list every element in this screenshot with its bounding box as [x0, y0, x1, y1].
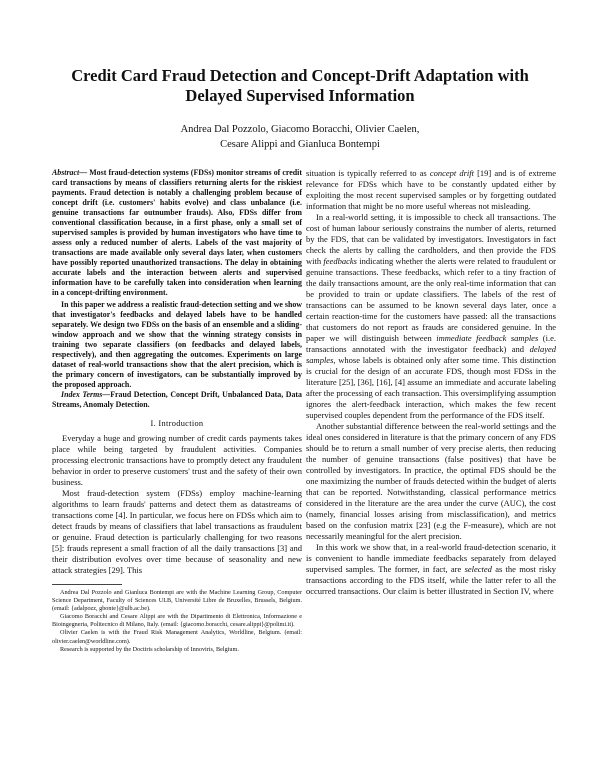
- abstract-text-1: — Most fraud-detection systems (FDSs) monitor streams of credit card transactions by means of classifiers returning alerts for the riskiest payments. Fraud detection is notably a challenging problem because of concept drift (i.e. customers' habits evolve) and class unbalance (i.e. genuine transactions far outnumber frauds). Also, FDSs differ from conventional classification because, in a first phase, only a small set of supervised samples is provided by human investigators who have time to assess only a reduced number of alerts. Labels of the vast majority of transactions are made available only several days later, when customers have possibly reported unauthorized transactions. The delay in obtaining accurate labels and the interaction between alerts and supervised information have to be carefully taken into consideration when learning in a concept-drifting environment.: [52, 168, 302, 297]
- section-heading-introduction: I. Introduction: [150, 419, 204, 428]
- footnote-1: Andrea Dal Pozzolo and Gianluca Bontempi are with the Machine Learning Group, Computer Science Department, Faculty of Sciences ULB, Université Libre de Bruxelles, Brussels, Belgium. (email: {adalpozz, gbonte}@ulb.ac.be).: [52, 589, 302, 613]
- text-run: indicating whether the alerts were related to fraudulent or genuine transactions. These feedbacks, which refer to a tiny fraction of the daily transactions amount, are the only real-time information that can be provided to train or update classifiers. The labels of the rest of transactions can be assumed to be known several days later, once a certain reaction-time for the customers have passed: all the transactions that customers do not report as frauds are considered genuine. In the paper we will distinguish between: [306, 256, 556, 343]
- paper-title: [40, 66, 560, 106]
- emphasis-delayed-samples: delayed samples: [306, 344, 556, 365]
- footnote-4: Research is supported by the Doctiris scholarship of Innoviris, Belgium.: [60, 645, 239, 653]
- index-terms-lead: Index Terms: [61, 390, 103, 399]
- text-run: In this work we show that, in a real-world fraud-detection scenario, it is convenient to handle immediate feedbacks separately from delayed supervised samples. The former, in fact, are: [306, 542, 556, 574]
- text-run: , whose labels is obtained only after some time. This distinction is crucial for the design of an accurate FDS, though most FDSs in the literature [25], [36], [16], [4] assume an immediate and accurate labeling after the processing of each transaction. This oversimplifying assumption ignores the alert-feedback interaction, which makes the few recent supervised couples dependent from the performance of the FDS itself.: [306, 355, 556, 420]
- index-terms: [52, 390, 302, 410]
- abstract-paragraph-2: In this paper we address a realistic fraud-detection setting and we show that investigator's feedbacks and delayed labels have to be handled separately. We design two FDSs on the basis of an ensemble and a sliding-window approach and we show that the winning strategy consists in training two separate classifiers (on feedbacks and delayed labels, respectively), and then aggregating the outcomes. Experiments on large dataset of real-world transactions show that the alert precision, which is the primary concern of investigators, can be substantially improved by the proposed approach.: [52, 300, 302, 389]
- authors-line-2: Cesare Alippi and Gianluca Bontempi: [220, 139, 380, 150]
- text-run: In a real-world setting, it is impossible to check all transactions. The cost of human labour seriously constrains the number of alerts, returned by the FDS, that can be validated by investigators. Investigators in fact check the alerts by calling the cardholders, and then provide the FDS with: [306, 212, 556, 266]
- right-paragraph-3: Another substantial difference between the real-world settings and the ideal ones considered in literature is that the primary concern of any FDS should be to return a small number of very precise alerts, then reducing the number of genuine transactions (false positives) that have be controlled by investigators. In practice, the optimal FDS should be the one maximizing the number of frauds detected within the budget of alerts that can be reported. Notwithstanding, classical performance metrics considered in the literature are the area under the curve (AUC), the cost (namely, financial losses arising from misclassification), and metrics based on the confusion matrix [23] (e.g the F-measure), which are not necessarily meaningful for the alert precision.: [306, 421, 556, 541]
- abstract-lead: Abstract: [52, 168, 80, 177]
- index-terms-text: —Fraud Detection, Concept Drift, Unbalanced Data, Data Streams, Anomaly Detection.: [52, 390, 302, 409]
- text-run: (i.e. transactions annotated with the investigator feedback) and: [306, 333, 557, 354]
- left-column: [52, 168, 302, 654]
- abstract-paragraph-1: [52, 168, 302, 298]
- emphasis-feedbacks: feedbacks: [323, 256, 357, 266]
- footnote-3: Olivier Caelen is with the Fraud Risk Management Analytics, Worldline, Belgium. (email: olivier.caelen@worldline.com).: [52, 629, 302, 645]
- emphasis-concept-drift: concept drift: [429, 168, 474, 178]
- intro-paragraph-1: Everyday a huge and growing number of credit cards payments takes place while being targeted by fraudulent activities. Companies processing electronic transactions have to promptly detect any fraudulent behavior in order to preserve customers' trust and the safety of their own business.: [52, 433, 302, 487]
- emphasis-immediate-feedback: immediate feedback samples: [436, 333, 539, 343]
- right-paragraph-2: [306, 212, 556, 421]
- text-run: situation is typically referred to as: [306, 168, 430, 178]
- right-column: [306, 168, 556, 597]
- author-list: [40, 122, 560, 152]
- emphasis-selected: selected: [464, 564, 492, 574]
- title-line-2: Delayed Supervised Information: [185, 86, 415, 105]
- title-line-1: Credit Card Fraud Detection and Concept-Drift Adaptation with: [71, 66, 529, 85]
- footnote-rule: [52, 584, 122, 585]
- right-paragraph-1: [306, 168, 556, 212]
- text-run: [19] and is of extreme relevance for FDSs which have to be constantly updated either by exploiting the most recent supervised samples or by forgetting outdated information that might be no more useful whereas not misleading.: [306, 168, 556, 211]
- right-paragraph-4: [306, 542, 556, 597]
- authors-line-1: Andrea Dal Pozzolo, Giacomo Boracchi, Olivier Caelen,: [180, 124, 420, 135]
- text-run: as the most risky transactions according to the FDS itself, while the latter refer to all the occurred transactions. Our claim is better illustrated in Section IV, where: [306, 564, 557, 596]
- intro-paragraph-2: Most fraud-detection system (FDSs) employ machine-learning algorithms to learn frauds' patterns and detect them as datastreams of transactions come [4]. In particular, we focus here on FDSs which aim to detect frauds by means of classifiers that label transactions as fraudulent or genuine. Fraud detection is particularly challenging for two reasons [5]: frauds represent a small fraction of all the daily transactions [3] and their distribution evolves over time because of seasonality and new attack strategies [29]. This: [52, 488, 302, 575]
- footnote-2: Giacomo Boracchi and Cesare Alippi are with the Dipartimento di Elettronica, Informazione e Bioingegneria, Politecnico di Milano, Italy. (email: {giacomo.boracchi, cesare.alippi}@polimi.it).: [52, 613, 302, 629]
